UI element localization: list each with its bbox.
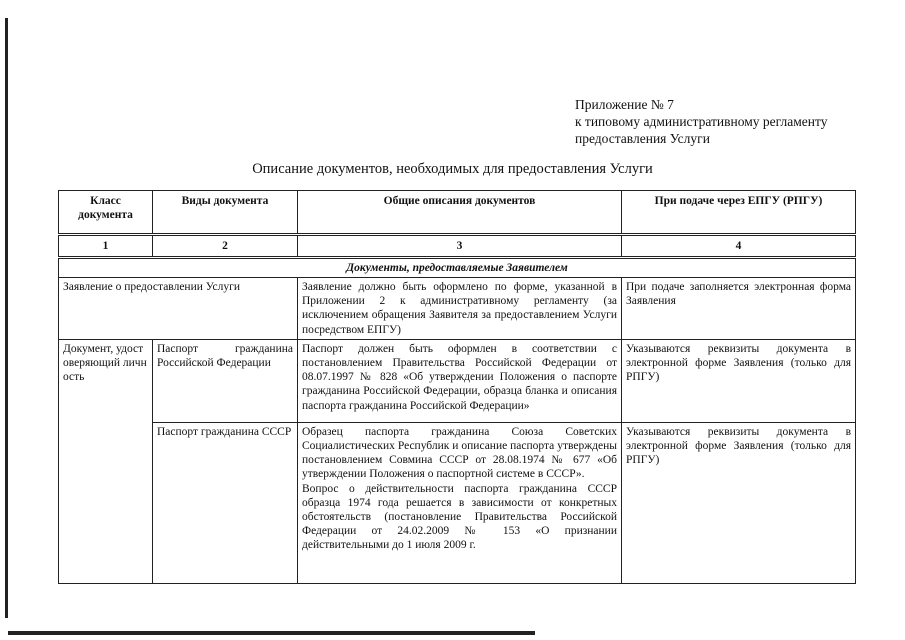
- doc-class-cell: Заявление о предоставлении Услуги: [59, 278, 298, 340]
- appendix-header: [575, 96, 827, 147]
- column-numbers-row: [59, 235, 856, 258]
- column-number: 3: [298, 235, 622, 258]
- column-number: 1: [59, 235, 153, 258]
- table-row: [59, 422, 856, 583]
- header-doc-descriptions: Общие описания документов: [298, 191, 622, 235]
- table-row: [59, 278, 856, 340]
- appendix-service: предоставления Услуги: [575, 131, 710, 146]
- scan-bottom-edge: [8, 631, 535, 635]
- doc-type-cell: Паспорт гражданина Российской Федерации: [153, 339, 298, 422]
- header-doc-class: Класс документа: [59, 191, 153, 235]
- header-doc-types: Виды документа: [153, 191, 298, 235]
- header-row: [59, 191, 856, 235]
- doc-class-cell: Документ, удостоверяющий личность: [59, 339, 153, 583]
- section-row: [59, 258, 856, 278]
- epgu-cell: Указываются реквизиты документа в электронной форме Заявления (только для РПГУ): [622, 339, 856, 422]
- doc-description-cell: Заявление должно быть оформлено по форме, указанной в Приложении 2 к административному регламенту (за исключением обращения Заявителя за предоставлением Услуги посредством ЕПГУ): [298, 278, 622, 340]
- scan-left-edge: [5, 18, 8, 618]
- page-title: Описание документов, необходимых для предоставления Услуги: [252, 161, 653, 177]
- appendix-number: Приложение № 7: [575, 97, 674, 112]
- description-paragraph: Образец паспорта гражданина Союза Советских Социалистических Республик и описание паспорта утверждены постановлением Совмина СССР от 28.08.1974 № 677 «Об утверждении Положения о паспортной системе в СССР».: [302, 425, 617, 481]
- section-heading: Документы, предоставляемые Заявителем: [59, 258, 856, 278]
- description-paragraph: Вопрос о действительности паспорта гражданина СССР образца 1974 года решается в зависимости от конкретных обстоятельств (постановление Правительства Российской Федерации от 24.02.2009 № 153 «О признании действительными до 1 июля 2009 г.: [302, 482, 617, 552]
- doc-description-cell: [298, 422, 622, 583]
- documents-table: [58, 190, 856, 584]
- epgu-cell: Указываются реквизиты документа в электронной форме Заявления (только для РПГУ): [622, 422, 856, 583]
- table-row: [59, 339, 856, 422]
- doc-type-cell: Паспорт гражданина СССР: [153, 422, 298, 583]
- column-number: 2: [153, 235, 298, 258]
- column-number: 4: [622, 235, 856, 258]
- appendix-reference: к типовому административному регламенту: [575, 114, 828, 129]
- header-epgu: При подаче через ЕПГУ (РПГУ): [622, 191, 856, 235]
- doc-description-cell: Паспорт должен быть оформлен в соответствии с постановлением Правительства Российской Федерации от 08.07.1997 № 828 «Об утверждении Положения о паспорте гражданина Российской Федерации, образца бланка и описания паспорта гражданина Российской Федерации»: [298, 339, 622, 422]
- epgu-cell: При подаче заполняется электронная форма Заявления: [622, 278, 856, 340]
